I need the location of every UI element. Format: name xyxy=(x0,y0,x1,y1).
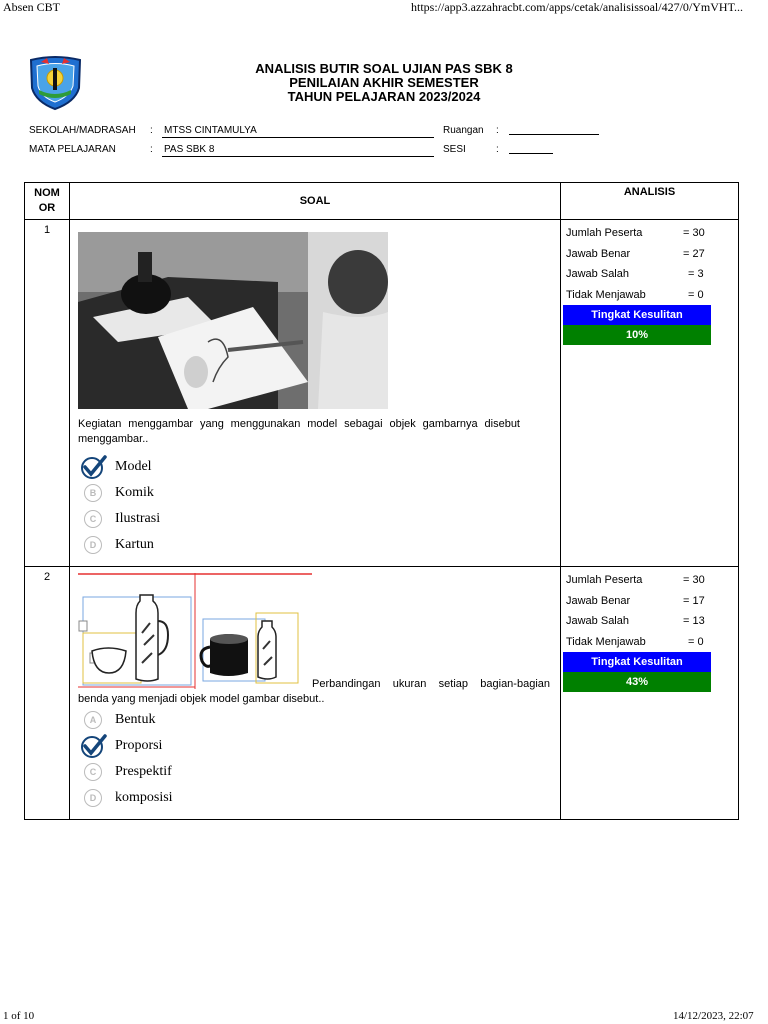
stat-benar: = 27 xyxy=(683,247,705,260)
mapel-label: MATA PELAJARAN xyxy=(29,144,116,155)
page-indicator: 1 of 10 xyxy=(3,1010,35,1022)
mapel-value: PAS SBK 8 xyxy=(164,144,215,155)
option-c[interactable] xyxy=(78,506,160,532)
option-d[interactable] xyxy=(78,532,160,558)
kesulitan-header: Tingkat Kesulitan xyxy=(563,305,711,325)
table-row xyxy=(25,567,739,820)
option-letter: D xyxy=(84,536,102,554)
report-year: TAHUN PELAJARAN 2023/2024 xyxy=(287,89,481,104)
stat-label: Jawab Benar xyxy=(566,594,631,607)
option-text: Bentuk xyxy=(115,712,156,727)
option-text: Kartun xyxy=(115,537,154,552)
print-page-title: Absen CBT xyxy=(3,0,60,14)
option-a[interactable] xyxy=(78,454,160,480)
option-text: Model xyxy=(115,459,152,474)
colon: : xyxy=(496,125,499,136)
col-analisis-header: ANALISIS xyxy=(561,183,739,220)
option-text: Ilustrasi xyxy=(115,511,161,526)
option-letter: A xyxy=(84,711,102,729)
sekolah-label: SEKOLAH/MADRASAH xyxy=(29,125,136,136)
report-title: ANALISIS BUTIR SOAL UJIAN PAS SBK 8 xyxy=(255,61,513,76)
option-a[interactable] xyxy=(78,707,173,733)
options-list xyxy=(78,707,173,811)
check-icon xyxy=(79,734,107,758)
option-b[interactable] xyxy=(78,733,173,759)
table-row xyxy=(25,220,739,567)
sesi-label: SESI xyxy=(443,144,466,155)
print-url: https://app3.azzahracbt.com/apps/cetak/analisissoal/427/0/YmVHT... xyxy=(411,0,744,14)
ruangan-label: Ruangan xyxy=(443,125,484,136)
stat-label: Jumlah Peserta xyxy=(566,574,643,587)
stat-peserta: = 30 xyxy=(683,227,705,240)
analysis-table xyxy=(24,182,739,820)
question-cell xyxy=(70,567,561,820)
stat-label: Jumlah Peserta xyxy=(566,227,643,240)
stat-label: Tidak Menjawab xyxy=(566,635,646,648)
colon: : xyxy=(150,144,153,155)
option-b[interactable] xyxy=(78,480,160,506)
check-icon xyxy=(79,455,107,479)
option-text: Komik xyxy=(115,485,154,500)
colon: : xyxy=(150,125,153,136)
question-text: Perbandingan ukuran setiap bagian-bagian benda yang menjadi objek model gambar disebut.. xyxy=(78,678,550,705)
option-text: Prespektif xyxy=(115,764,172,779)
options-list xyxy=(78,454,160,558)
kesulitan-header: Tingkat Kesulitan xyxy=(563,652,711,672)
option-text: komposisi xyxy=(115,790,173,805)
kesulitan-value: 43% xyxy=(563,672,711,692)
print-datetime: 14/12/2023, 22:07 xyxy=(673,1010,754,1022)
stat-tidak: = 0 xyxy=(688,288,704,301)
report-subtitle: PENILAIAN AKHIR SEMESTER xyxy=(289,75,479,90)
analysis-cell xyxy=(561,567,739,820)
col-no-header: NOM OR xyxy=(25,183,70,220)
stat-label: Jawab Benar xyxy=(566,247,631,260)
stat-peserta: = 30 xyxy=(683,574,705,587)
colon: : xyxy=(496,144,499,155)
kesulitan-value: 10% xyxy=(563,325,711,345)
question-text: Kegiatan menggambar yang menggunakan model sebagai objek gambarnya disebut menggambar.. xyxy=(78,418,520,445)
option-letter: B xyxy=(84,484,102,502)
analysis-cell xyxy=(561,220,739,567)
stat-benar: = 17 xyxy=(683,594,705,607)
option-text: Proporsi xyxy=(115,738,163,753)
stat-label: Jawab Salah xyxy=(566,268,629,281)
sekolah-value: MTSS CINTAMULYA xyxy=(164,125,257,136)
question-image-drawing xyxy=(78,232,388,409)
stat-salah: = 3 xyxy=(688,268,704,281)
question-number: 1 xyxy=(25,220,70,567)
question-number: 2 xyxy=(25,567,70,820)
stat-salah: = 13 xyxy=(683,615,705,628)
option-d[interactable] xyxy=(78,785,173,811)
stat-label: Jawab Salah xyxy=(566,615,629,628)
option-letter: D xyxy=(84,789,102,807)
stat-tidak: = 0 xyxy=(688,635,704,648)
option-c[interactable] xyxy=(78,759,173,785)
option-letter: C xyxy=(84,510,102,528)
question-image-drawing xyxy=(78,573,312,689)
col-soal-header: SOAL xyxy=(70,183,561,220)
option-letter: C xyxy=(84,763,102,781)
stat-label: Tidak Menjawab xyxy=(566,288,646,301)
question-cell xyxy=(70,220,561,567)
